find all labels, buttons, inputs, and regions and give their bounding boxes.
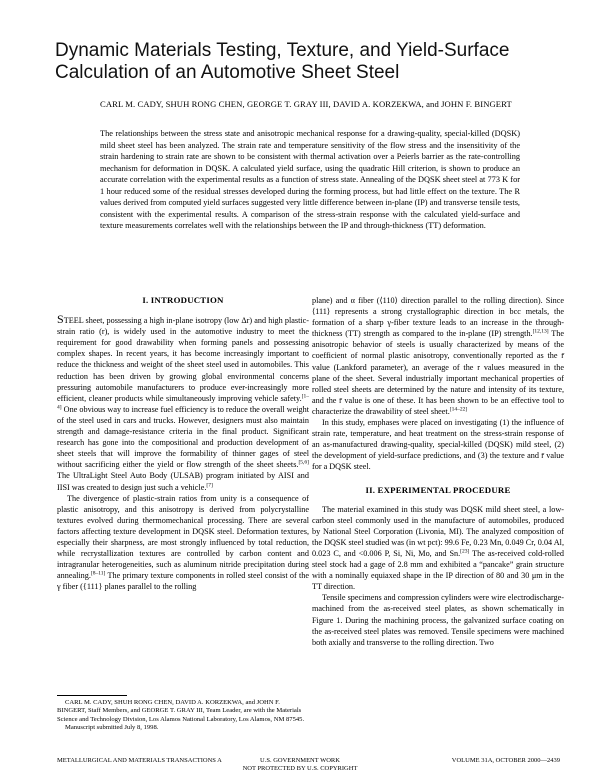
intro-p1-mid: One obvious way to increase fuel efficiency is to reduce the overall weight of the steel used in cars and trucks. However, designers must also maintain strength and damage-resistance criteria in the final product. Significant research has gone into the compositional and production development of sheet steels that will improve the formability of thinner gages of steel without sacrificing either the yield or flow strength of the sheet sheets. xyxy=(57,404,309,470)
intro-p3-tail: The anisotropic behavior of steels is usually characterized by means of the coefficient of normal plastic anisotropy, conventionally reported as the r̄ value (Lankford parameter), an average of the r values measured in the plane of the sheet. Several industrially important mechanical properties of rolled steel sheets are determined by the nature and intensity of its texture, and the r̄ value is one of these. It has been shown to be an effective tool to characterize the drawability of steel sheet. xyxy=(312,329,564,416)
drop-cap: S xyxy=(57,312,64,327)
intro-p1-lead: TEEL sheet, possessing a high in-plane isotropy (low Δr) and high plastic-strain ratio (r), is widely used in the automotive industry to meet the requirement for good drawability when forming panels and possessing complex shapes. In recent years, it has become increasingly important to reduce the thickness and weight of the sheet steel used in automobiles. This reduction has been driven by growing global environmental concerns pressuring automobile manufacturers to produce ever-increasingly more efficient, cleaner products while simultaneously improving vehicle safety. xyxy=(57,316,309,403)
intro-p2-tail: The primary texture components in rolled steel consist of the γ fiber ({111} planes parallel to the rolling xyxy=(57,571,309,592)
section-heading-experimental: II. EXPERIMENTAL PROCEDURE xyxy=(365,484,511,495)
citation: [7] xyxy=(206,481,213,488)
exp-p1-lead: The material examined in this study was DQSK mild sheet steel, a low-carbon steel commonly used in the manufacture of automobiles, produced by National Steel Corporation (Livonia, MI). The analyzed composition of the DQSK steel studied was (in wt pct): 99.6 Fe, 0.23 Mn, 0.049 Cr, 0.04 Al, 0.023 C, and <0.006 P, Si, Ni, Mo, and Sn. xyxy=(312,504,564,558)
citation: [12,13] xyxy=(532,328,549,335)
author-footnote xyxy=(57,699,309,732)
citation: [5,6] xyxy=(298,459,309,466)
journal-name: METALLURGICAL AND MATERIALS TRANSACTIONS A xyxy=(57,757,222,764)
citation: [23] xyxy=(460,548,470,555)
exp-paragraph-2: Tensile specimens and compression cylinders were wire electrodischarge-machined from the as-received steel plates, as shown schematically in Figure 1. During the machining process, the galvanized surface coating on the as-received steel plates was removed. Tensile specimens were machined both axially and transverse to the rolling direction. Two xyxy=(312,593,564,647)
intro-p1-tail: The UltraLight Steel Auto Body (ULSAB) program initiated by AISI and IISI was created to design just such a vehicle. xyxy=(57,471,309,492)
intro-paragraph-1 xyxy=(57,314,309,493)
intro-paragraph-2 xyxy=(57,493,309,593)
exp-p1-tail: The as-received cold-rolled steel stock had a gage of 2.8 mm and exhibited a “pancake” grain structure with a nominally equiaxed shape in the IP direction of 80 and 30 μm in the TT direction. xyxy=(312,548,564,592)
abstract: The relationships between the stress state and anisotropic mechanical response for a drawing-quality, special-killed (DQSK) mild sheet steel has been analyzed. The strain rate and temperature sensitivity of the flow stress and the insensitivity of the strain hardening to strain rate are shown to be consistent with thermal activation over a Peierls barrier as the rate-controlling mechanism for deformation in DQSK. A calculated yield surface, using the quadratic Hill criterion, is shown to produce an accurate correlation with the experimental results as a function of stress state. Annealing of the DQSK sheet steel at 773 K for 1 hour reduced some of the residual stresses developed during the forming process, but had little effect on the texture. The R values derived from computed yield surfaces suggested very little difference between in-plane (IP) and transverse tensile tests, consistent with the experimental results. A comparison of the stress-strain response with the calculated yield-surface and texture measurements correlates well with the relationships between the IP and through-thickness (TT) deformation. xyxy=(100,129,520,230)
intro-p2-lead: The divergence of plastic-strain ratios from unity is a consequence of plastic anisotropy, and this anisotropy is derived from polycrystalline textures evolved during thermomechanical processing. There are several factors affecting texture development in DQSK steel. Deformation textures, especially their sharpness, are most strongly influenced by total reduction, while recrystallization textures are controlled by carbon content and intragranular heterogeneities, such as aluminum nitride precipitation during annealing. xyxy=(57,493,309,581)
copyright-line-1: U.S. GOVERNMENT WORK xyxy=(260,757,340,764)
citation: [14–22] xyxy=(449,406,468,413)
copyright-line-2: NOT PROTECTED BY U.S. COPYRIGHT xyxy=(242,765,358,772)
author-list: CARL M. CADY, SHUH RONG CHEN, GEORGE T. GRAY III, DAVID A. KORZEKWA, and JOHN F. BINGERT xyxy=(100,99,512,109)
footnote-affiliation: CARL M. CADY, SHUH RONG CHEN, DAVID A. KORZEKWA, and JOHN F. BINGERT, Staff Members, and GEORGE T. GRAY III, Team Leader, are with the Materials Science and Technology Division, Los Alamos National Laboratory, Los Alamos, NM 87545. xyxy=(57,699,305,723)
section-heading-introduction: I. INTRODUCTION xyxy=(142,295,224,305)
intro-p3-lead: plane) and α fiber (⟨110⟩ direction parallel to the rolling direction). Since ⟨111⟩ represents a strong crystallographic direction in bcc metals, the formation of a sharp γ-fiber texture leads to an increase in the through-thickness (TT) strength as compared to the in-plane (IP) strength. xyxy=(312,296,564,339)
citation: [1–4] xyxy=(57,393,309,411)
volume-page: VOLUME 31A, OCTOBER 2000—2439 xyxy=(451,757,560,764)
left-column xyxy=(57,295,309,592)
article-title: Dynamic Materials Testing, Texture, and Yield-Surface Calculation of an Automotive Sheet Steel xyxy=(55,40,510,83)
right-column xyxy=(312,295,564,648)
footnote-submission-date: Manuscript submitted July 8, 1998. xyxy=(65,723,159,731)
intro-paragraph-3 xyxy=(312,295,564,417)
citation: [8–11] xyxy=(90,570,106,577)
exp-paragraph-1 xyxy=(312,504,564,593)
footnote-divider xyxy=(57,695,127,696)
intro-paragraph-4: In this study, emphases were placed on investigating (1) the influence of strain rate, temperature, and heat treatment on the stress-strain response of an as-manufactured drawing-quality, special-killed (DQSK) mild steel, (2) the development of yield-surface predictions, and (3) the texture and r̄ value for a DQSK steel. xyxy=(312,418,564,472)
